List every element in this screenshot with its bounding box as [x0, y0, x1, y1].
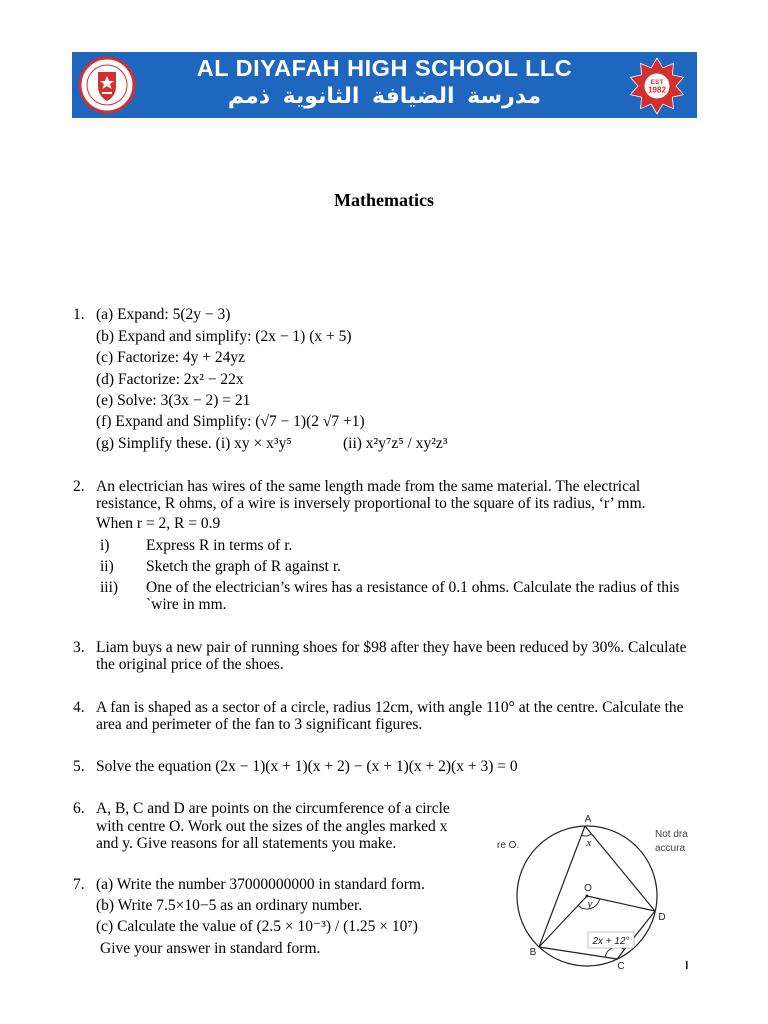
diagram-note-line: Not dra	[655, 829, 688, 840]
question-6-text-line: with centre O. Work out the sizes of the angles marked x	[96, 818, 448, 835]
question-7-part-a: (a) Write the number 37000000000 in standard form.	[96, 876, 425, 893]
question-number: 5.	[73, 758, 85, 775]
question-number: 2.	[73, 478, 85, 495]
subpart-label: ii)	[100, 558, 114, 575]
question-7-part-b: (b) Write 7.5×10−5 as an ordinary number.	[96, 897, 363, 914]
question-1-part-g-i: (g) Simplify these. (i) xy × x³y⁵	[96, 435, 292, 452]
question-7-part-c: (c) Calculate the value of (2.5 × 10⁻³) / (1.25 × 10⁷)	[96, 918, 418, 935]
question-number: 7.	[73, 876, 85, 893]
question-3-text-line: Liam buys a new pair of running shoes for $98 after they have been reduced by 30%. Calculate	[96, 639, 687, 656]
diagram-note-line: accura	[655, 843, 686, 854]
question-1-part-d: (d) Factorize: 2x² − 22x	[96, 371, 244, 388]
question-number: 4.	[73, 699, 85, 716]
chord-ab	[539, 826, 585, 947]
logo-year-text: 1982	[648, 85, 666, 95]
school-name-arabic: مدرسة الضيافة الثانوية ذمم	[227, 84, 542, 109]
subpart-text: Express R in terms of r.	[146, 537, 293, 554]
question-6-text-line: A, B, C and D are points on the circumference of a circle	[96, 800, 450, 817]
angle-label-x: x	[586, 837, 592, 849]
radius-ob	[539, 896, 587, 947]
question-1-part-c: (c) Factorize: 4y + 24yz	[96, 349, 246, 366]
question-3-text-line: the original price of the shoes.	[96, 656, 284, 673]
point-label-d: D	[658, 912, 666, 923]
subpart-text: One of the electrician’s wires has a resistance of 0.1 ohms. Calculate the radius of this	[146, 579, 680, 596]
circle-diagram	[490, 805, 690, 977]
question-1-part-g-ii: (ii) x²y⁷z⁵ / xy²z³	[343, 435, 448, 452]
point-label-b: B	[529, 947, 537, 958]
question-2-text-line: An electrician has wires of the same length made from the same material. The electrical	[96, 478, 641, 495]
school-name-english: AL DIYAFAH HIGH SCHOOL LLC	[196, 55, 573, 81]
question-7-instruction: Give your answer in standard form.	[100, 940, 321, 957]
question-1-part-b: (b) Expand and simplify: (2x − 1) (x + 5)	[96, 328, 352, 345]
diagram-side-text: re O.	[497, 840, 520, 851]
page-number-fragment	[686, 961, 688, 969]
subpart-label: iii)	[100, 579, 119, 596]
question-5-text-line: Solve the equation (2x − 1)(x + 1)(x + 2) − (x + 1)(x + 2)(x + 3) = 0	[96, 758, 518, 775]
question-6-text-line: and y. Give reasons for all statements you make.	[96, 835, 397, 852]
page-title: Mathematics	[334, 190, 434, 210]
subpart-label: i)	[100, 537, 110, 554]
question-2-text-line: When r = 2, R = 0.9	[96, 515, 221, 532]
question-number: 6.	[73, 800, 85, 817]
point-label-c: C	[617, 961, 625, 972]
question-2-text-line: resistance, R ohms, of a wire is inversely proportional to the square of its radius, ‘r’ mm.	[96, 495, 646, 512]
point-label-o: O	[584, 883, 592, 894]
angle-label-y: y	[587, 898, 593, 910]
angle-arc-c	[605, 947, 624, 957]
question-number: 1.	[73, 306, 85, 323]
question-1-part-a: (a) Expand: 5(2y − 3)	[96, 306, 231, 323]
logo-est-text: EST	[650, 79, 664, 86]
question-4-text-line: area and perimeter of the fan to 3 significant figures.	[96, 716, 423, 733]
question-1-part-e: (e) Solve: 3(3x − 2) = 21	[96, 392, 251, 409]
angle-label-c: 2x + 12°	[592, 936, 630, 947]
point-label-a: A	[584, 814, 592, 825]
question-1-part-f: (f) Expand and Simplify: (√7 − 1)(2 √7 +1)	[96, 413, 365, 430]
subpart-text: `wire in mm.	[146, 596, 227, 613]
question-number: 3.	[73, 639, 85, 656]
question-4-text-line: A fan is shaped as a sector of a circle, radius 12cm, with angle 110° at the centre. Calculate the	[96, 699, 684, 716]
subpart-text: Sketch the graph of R against r.	[146, 558, 341, 575]
angle-arc-a	[581, 834, 591, 836]
